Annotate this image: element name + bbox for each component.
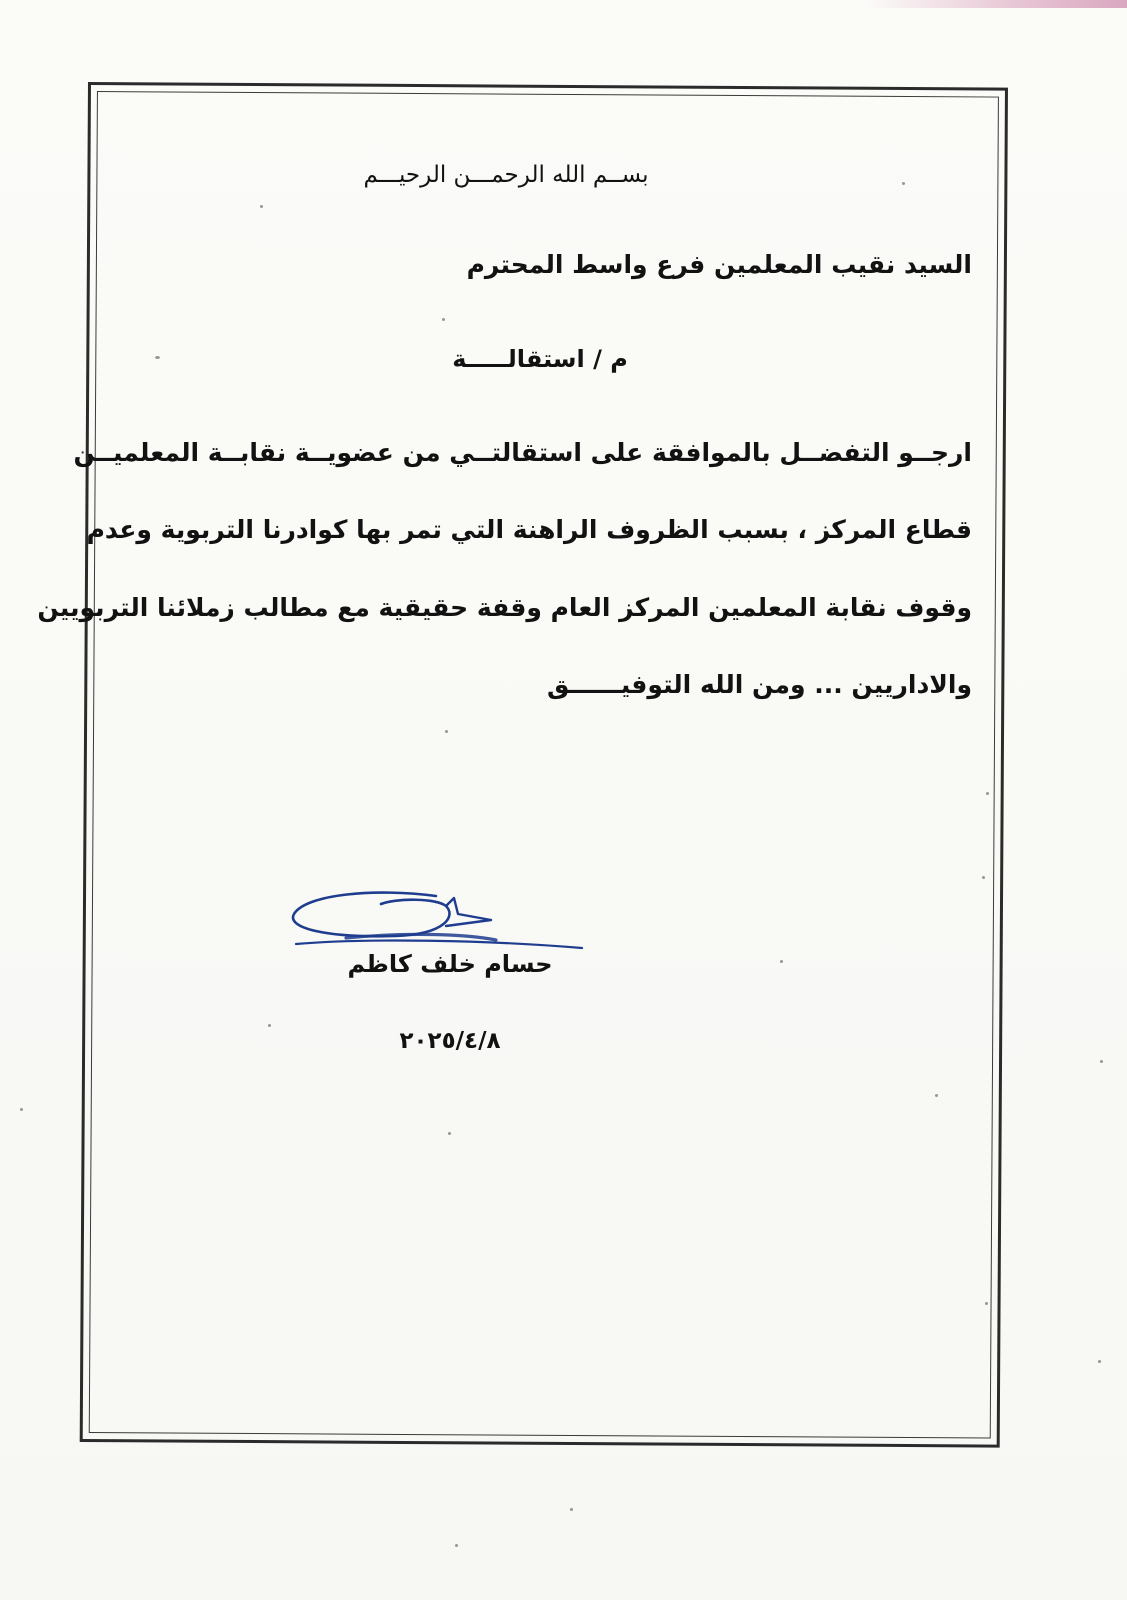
scan-speck xyxy=(982,876,985,879)
scan-speck xyxy=(780,960,783,963)
page-border-inner xyxy=(37,91,999,1438)
body-line-2: قطاع المركز ، بسبب الظروف الراهنة التي تمر بها كوادرنا التربوية وعدم xyxy=(86,515,972,544)
addressee-line: السيد نقيب المعلمين فرع واسط المحترم xyxy=(466,250,972,279)
basmala-heading: بســم الله الرحمـــن الرحيـــم xyxy=(363,162,649,188)
body-line-4: والاداريين ... ومن الله التوفيــــــق xyxy=(547,670,972,699)
scan-speck xyxy=(902,182,905,185)
page-border xyxy=(37,82,1008,1448)
scan-speck xyxy=(570,1508,573,1511)
scan-speck xyxy=(448,1132,451,1135)
scan-edge-tint xyxy=(867,0,1127,8)
scan-speck xyxy=(1098,1360,1101,1363)
scan-speck xyxy=(935,1094,938,1097)
letter-date: ٢٠٢٥/٤/٨ xyxy=(399,1028,501,1054)
scan-speck xyxy=(445,730,448,733)
scan-speck xyxy=(455,1544,458,1547)
scan-speck xyxy=(986,792,989,795)
scan-speck xyxy=(1100,1060,1103,1063)
scan-speck xyxy=(260,205,263,208)
scan-speck xyxy=(985,1302,988,1305)
scan-speck xyxy=(442,318,445,321)
signer-name: حسام خلف كاظم xyxy=(347,950,553,978)
scan-speck xyxy=(20,1108,23,1111)
body-line-3: وقوف نقابة المعلمين المركز العام وقفة حقيقية مع مطالب زملائنا التربويين xyxy=(37,593,972,622)
body-line-1: ارجــو التفضــل بالموافقة على استقالتــي من عضويــة نقابــة المعلميــن xyxy=(73,438,972,467)
scan-speck xyxy=(268,1024,271,1027)
scan-speck xyxy=(155,356,160,359)
subject-line: م / استقالـــــة xyxy=(452,345,628,373)
